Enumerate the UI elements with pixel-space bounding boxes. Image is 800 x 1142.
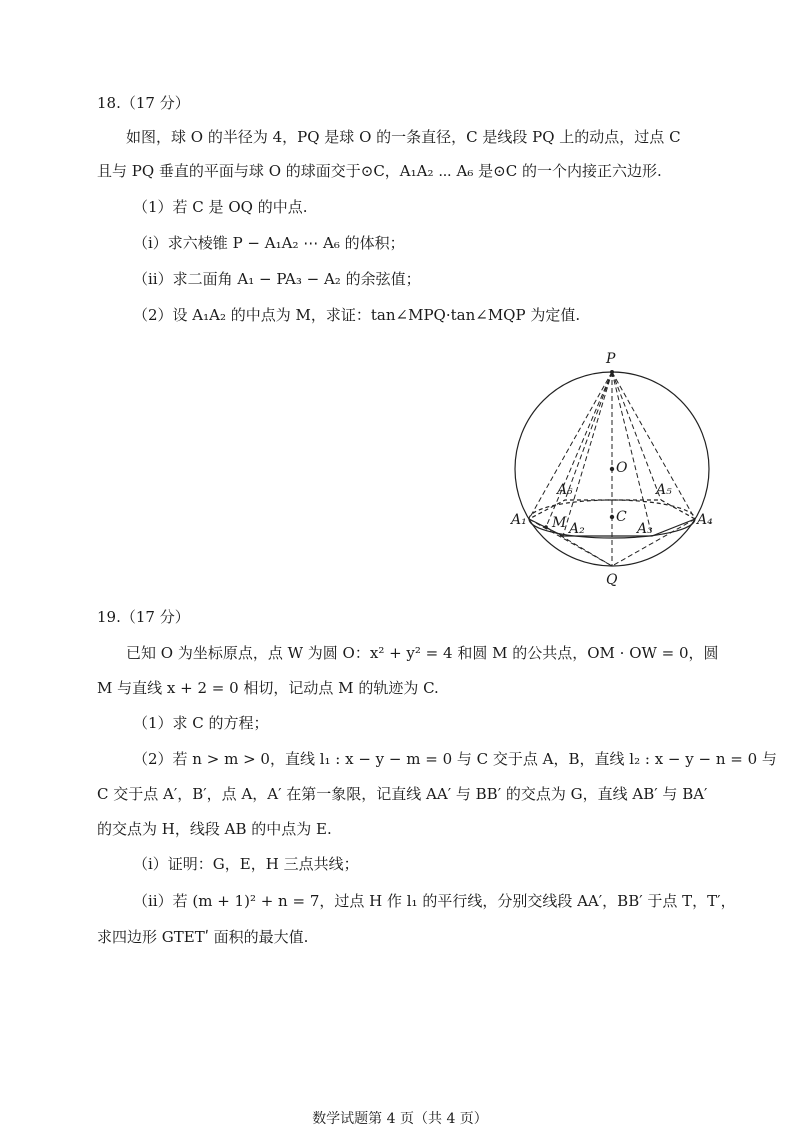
label-C: C bbox=[616, 509, 627, 525]
q19-part1: （1）求 C 的方程； bbox=[133, 714, 269, 732]
label-A1: A₁ bbox=[511, 512, 527, 528]
q19-part2-ii-line1: （ⅱ）若 (m + 1)² + n = 7，过点 H 作 l₁ 的平行线，分别交线段 AA′，BB′ 于点 T，T′， bbox=[133, 892, 736, 910]
label-Q: Q bbox=[606, 572, 618, 588]
q18-stem-line1: 如图，球 O 的半径为 4，PQ 是球 O 的一条直径，C 是线段 PQ 上的动点，过点 C bbox=[126, 128, 681, 146]
label-A5: A₅ bbox=[656, 482, 672, 498]
q18-heading: 18.（17 分） bbox=[97, 94, 190, 112]
point-P bbox=[610, 370, 614, 374]
edge-PA5 bbox=[612, 372, 661, 500]
q18-stem-line2: 且与 PQ 垂直的平面与球 O 的球面交于⊙C，A₁A₂ ⋯ A₆ 是⊙C 的一个内接正六边形. bbox=[97, 162, 662, 180]
q19-stem-line1: 已知 O 为坐标原点，点 W 为圆 O：x² + y² = 4 和圆 M 的公共点，OM · OW = 0，圆 bbox=[126, 644, 719, 662]
label-A3: A₃ bbox=[637, 521, 653, 537]
q19-part2-line2: C 交于点 A′，B′，点 A，A′ 在第一象限，记直线 AA′ 与 BB′ 的交点为 G，直线 AB′ 与 BA′ bbox=[97, 785, 708, 803]
edge-PA6 bbox=[565, 372, 612, 500]
q19-heading: 19.（17 分） bbox=[97, 608, 190, 626]
edge-PM bbox=[546, 372, 612, 527]
q18-part1-ii: （ⅱ）求二面角 A₁ − PA₃ − A₂ 的余弦值； bbox=[133, 270, 421, 288]
q18-part1: （1）若 C 是 OQ 的中点. bbox=[133, 198, 308, 216]
q19-part2-line3: 的交点为 H，线段 AB 的中点为 E. bbox=[97, 820, 332, 838]
q19-part2-i: （ⅰ）证明：G，E，H 三点共线； bbox=[133, 855, 359, 873]
label-P: P bbox=[606, 351, 616, 367]
label-A6: A₆ bbox=[557, 482, 573, 498]
label-M: M bbox=[552, 515, 567, 531]
point-O bbox=[610, 467, 614, 471]
page-footer: 数学试题第 4 页（共 4 页） bbox=[312, 1111, 488, 1127]
point-M bbox=[544, 525, 548, 529]
label-A2: A₂ bbox=[569, 521, 585, 537]
point-C bbox=[610, 515, 614, 519]
q19-stem-line2: M 与直线 x + 2 = 0 相切，记动点 M 的轨迹为 C. bbox=[97, 679, 439, 697]
q19-part2-ii-line2: 求四边形 GTETʹ 面积的最大值. bbox=[97, 928, 309, 946]
q18-part1-i: （ⅰ）求六棱锥 P − A₁A₂ ⋯ A₆ 的体积； bbox=[133, 234, 405, 252]
label-O: O bbox=[616, 460, 628, 476]
label-A4: A₄ bbox=[697, 512, 713, 528]
edge-PA4 bbox=[612, 372, 695, 519]
segment-A4Q bbox=[612, 519, 695, 566]
q18-part2: （2）设 A₁A₂ 的中点为 M，求证：tan∠MPQ·tan∠MQP 为定值. bbox=[133, 306, 581, 324]
q19-part2-line1: （2）若 n > m > 0，直线 l₁ : x − y − m = 0 与 C 交于点 A，B，直线 l₂ : x − y − n = 0 与 bbox=[133, 750, 777, 768]
edge-PA2 bbox=[563, 372, 612, 536]
